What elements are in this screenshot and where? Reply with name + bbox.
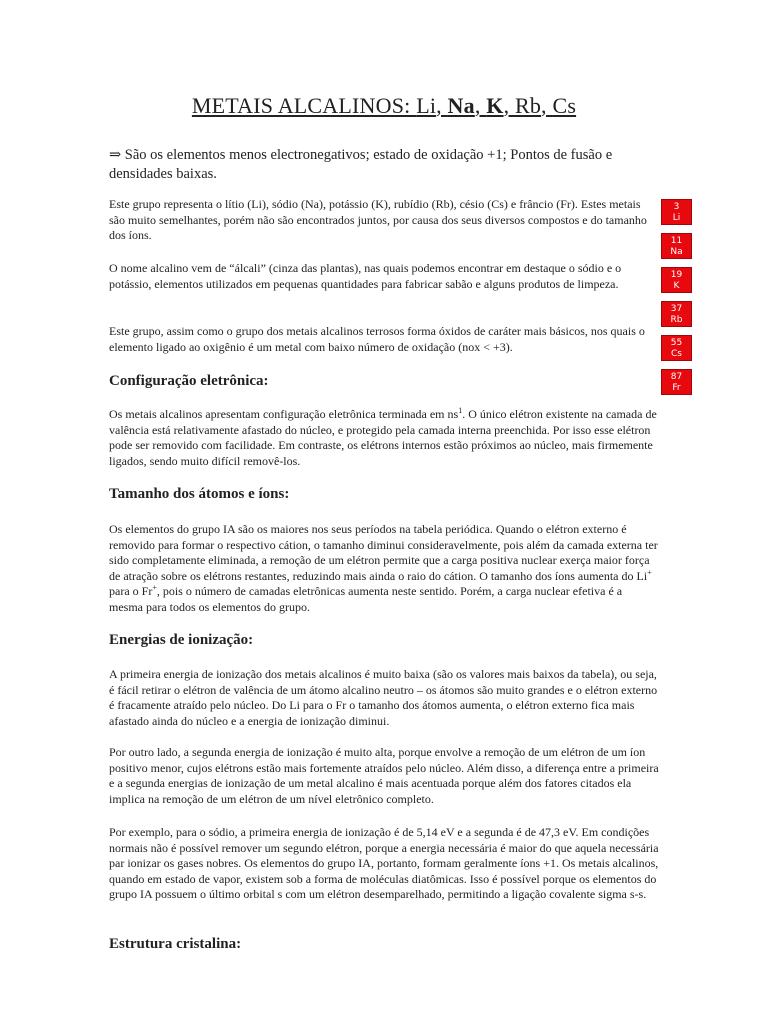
- element-column: [661, 199, 692, 403]
- page-title: METAIS ALCALINOS: Li, Na, K, Rb, Cs: [191, 93, 577, 118]
- element-cell-li: 3 Li: [661, 199, 692, 225]
- intro-summary: ⇒ São os elementos menos electronegativos; estado de oxidação +1; Pontos de fusão e densidades baixas.: [109, 147, 613, 182]
- paragraph-nome-alcalino: O nome alcalino vem de “álcali” (cinza das plantas), nas quais podemos encontrar em destaque o sódio e o potássio, elementos utilizados em pequenas quantidades para fabricar sabão e alguns produtos de limpeza.: [109, 261, 622, 291]
- paragraph-energia-1: A primeira energia de ionização dos metais alcalinos é muito baixa (são os valores mais baixos da tabela), ou seja, é fácil retirar o elétron de valência de um átomo alcalino neutro – os átomos são muito grandes e o elétron externo é fracamente atraído pelo núcleo. Do Li para o Fr o tamanho dos átomos aumenta, o elétron externo fica mais afastado ainda do núcleo e a energia de ionização diminui.: [109, 667, 658, 728]
- paragraph-configuracao: Os metais alcalinos apresentam configuração eletrônica terminada em $ns^1$. O único elétron existente na camada de valência está relativamente afastado do núcleo, e protegido pela camada interna preenchida. Por isso esse elétron pode ser removido com facilidade. Em contraste, os elétrons internos estão próximos ao núcleo, mais firmemente ligados, sendo muito difícil removê-los.: [109, 406, 657, 468]
- heading-tamanho: Tamanho dos átomos e íons:: [109, 486, 290, 502]
- element-cell-cs: 55 Cs: [661, 335, 692, 361]
- paragraph-tamanho: Os elementos do grupo IA são os maiores nos seus períodos na tabela periódica. Quando o elétron externo é removido para formar o respectivo cátion, o tamanho diminui consideravelmente, pois além da camada externa ter sido completamente eliminada, a remoção de um elétron permite que a carga positiva nuclear exerça maior força de atração sobre os elétrons restantes, reduzindo mais ainda o raio do cátion. O tamanho dos íons aumenta do Li+ para o Fr+, pois o número de camadas eletrônicas aumenta neste sentido. Porém, a carga nuclear efetiva é a mesma para todos os elementos do grupo.: [109, 522, 658, 614]
- element-cell-fr: 87 Fr: [661, 369, 692, 395]
- element-cell-k: 19 K: [661, 267, 692, 293]
- paragraph-oxidos: Este grupo, assim como o grupo dos metais alcalinos terrosos forma óxidos de caráter mais básicos, nos quais o elemento ligado ao oxigênio é um metal com baixo número de oxidação (nox < +3).: [109, 324, 645, 354]
- paragraph-grupo: Este grupo representa o lítio (Li), sódio (Na), potássio (K), rubídio (Rb), césio (Cs) e frâncio (Fr). Estes metais são muito semelhantes, porém não são encontrados juntos, por causa dos seus diversos compostos e do tamanho dos íons.: [109, 197, 647, 242]
- heading-configuracao: Configuração eletrônica:: [109, 373, 269, 389]
- heading-energias: Energias de ionização:: [109, 632, 254, 648]
- heading-estrutura: Estrutura cristalina:: [109, 936, 242, 952]
- paragraph-energia-2: Por outro lado, a segunda energia de ionização é muito alta, porque envolve a remoção de um elétron de um íon positivo menor, cujos elétrons estão mais fortemente atraídos pelo núcleo. Além disso, a diferença entre a primeira e a segunda energias de ionização de um metal alcalino é mais acentuada porque além dos fatores citados ela implica na remoção de um elétron de um nível eletrônico completo.: [109, 745, 659, 806]
- element-cell-na: 11 Na: [661, 233, 692, 259]
- paragraph-energia-3: Por exemplo, para o sódio, a primeira energia de ionização é de 5,14 eV e a segunda é de 47,3 eV. Em condições normais não é possível remover um segundo elétron, porque a energia necessária é maior do que aquela necessária par ionizar os gases nobres. Os elementos do grupo IA, portanto, formam geralmente íons +1. Os metais alcalinos, quando em estado de vapor, existem sob a forma de moléculas diatômicas. Isso é possível porque os elementos do grupo IA possuem o último orbital s com um elétron desemparelhado, permitindo a ligação covalente sigma s-s.: [109, 825, 659, 901]
- element-cell-rb: 37 Rb: [661, 301, 692, 327]
